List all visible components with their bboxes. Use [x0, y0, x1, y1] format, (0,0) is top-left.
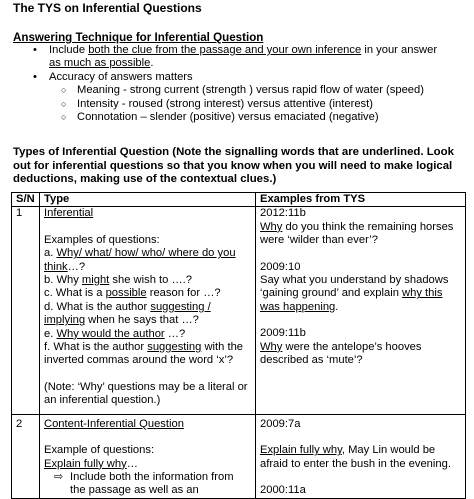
- technique-bullet-1: [0, 44, 449, 71]
- example-text: Say what you understand by shadows ‘gaining ground’ and explain why this was happening.: [260, 274, 449, 313]
- question-item: b. Why might she wish to ….?: [44, 274, 192, 287]
- arrow-right-icon: ⇨: [54, 470, 64, 483]
- bullet-underlined: as much as possible: [49, 57, 151, 70]
- row2-type: [40, 414, 256, 498]
- row2-examples: [256, 414, 466, 498]
- header-sn: S/N: [12, 193, 40, 207]
- circle-bullet-icon: ○: [61, 85, 67, 96]
- circle-bullet-icon: ○: [61, 112, 67, 123]
- table-row: [12, 414, 466, 498]
- circle-bullet-icon: ○: [61, 98, 67, 109]
- example-year: 2009:11b: [260, 327, 306, 340]
- document-title: The TYS on Inferential Questions: [13, 1, 202, 15]
- sublist-text: Intensity - roused (strong interest) versus attentive (interest): [77, 97, 373, 110]
- row1-type: [40, 207, 256, 414]
- sublist-item: [43, 111, 474, 124]
- bullet-text: Include: [49, 44, 89, 56]
- header-type: Type: [40, 193, 256, 207]
- row1-sn: 1: [12, 207, 40, 414]
- table-header-row: [12, 193, 466, 207]
- technique-heading-text: Answering Technique for Inferential Question: [13, 31, 264, 44]
- bullet-text: Accuracy of answers matters: [49, 70, 193, 83]
- sublist-text: Connotation – slender (positive) versus emaciated (negative): [77, 111, 379, 124]
- example-year: 2000:11a: [260, 483, 306, 496]
- note-text: (Note: ‘Why’ questions may be a literal or an inferential question.): [44, 380, 248, 407]
- question-item: e. Why would the author …?: [44, 327, 186, 340]
- example-text: Explain fully why, May Lin would be afraid to enter the bush in the evening.: [260, 444, 451, 470]
- row1-examples: [256, 207, 466, 414]
- question-item: f. What is the author suggesting with the inverted commas around the word ‘x’?: [44, 341, 244, 367]
- type-title: Inferential: [44, 207, 94, 220]
- accuracy-sublist: [49, 84, 449, 124]
- examples-label: Example of questions:: [44, 444, 155, 457]
- header-examples: Examples from TYS: [256, 193, 466, 207]
- row2-sn: 2: [12, 414, 40, 498]
- question-types-table: [11, 192, 466, 499]
- bullet-underlined: both the clue from the passage and your own inference: [88, 44, 362, 56]
- examples-label: Examples of questions:: [44, 233, 160, 246]
- question-item: Explain fully why…: [44, 457, 138, 470]
- example-year: 2009:7a: [260, 417, 301, 430]
- arrow-item: [54, 471, 251, 498]
- bullet-text: .: [150, 57, 154, 70]
- technique-bullet-2: [0, 71, 449, 125]
- bullet-dot-icon: •: [33, 70, 37, 83]
- types-heading: Types of Inferential Question (Note the signalling words that are underlined. Look out for inferential questions so that you know when you will need to make logical deductions, making use of the contextual clues.): [13, 146, 454, 186]
- example-text: Why do you think the remaining horses were ‘wilder than ever’?: [260, 220, 454, 247]
- example-text: Why were the antelope’s hooves described as ‘mute’?: [260, 340, 422, 367]
- bullet-dot-icon: •: [33, 44, 37, 56]
- type-title: Content-Inferential Question: [44, 417, 184, 430]
- technique-heading: [13, 31, 263, 44]
- question-item: c. What is a possible reason for …?: [44, 287, 221, 300]
- question-item: d. What is the author suggesting / implying when he says that …?: [44, 300, 211, 327]
- table-row: [12, 207, 466, 414]
- sublist-item: [43, 98, 474, 111]
- arrow-item-text: Include both the information from the passage as well as an: [70, 470, 234, 497]
- question-item: a. Why/ what/ how/ who/ where do you think…?: [44, 247, 236, 273]
- sublist-item: [43, 84, 474, 97]
- example-year: 2012:11b: [260, 207, 306, 220]
- example-year: 2009:10: [260, 260, 301, 273]
- sublist-text: Meaning - strong current (strength ) versus rapid flow of water (speed): [77, 84, 424, 97]
- technique-list: [0, 44, 474, 124]
- bullet-text: in your answer: [361, 44, 438, 56]
